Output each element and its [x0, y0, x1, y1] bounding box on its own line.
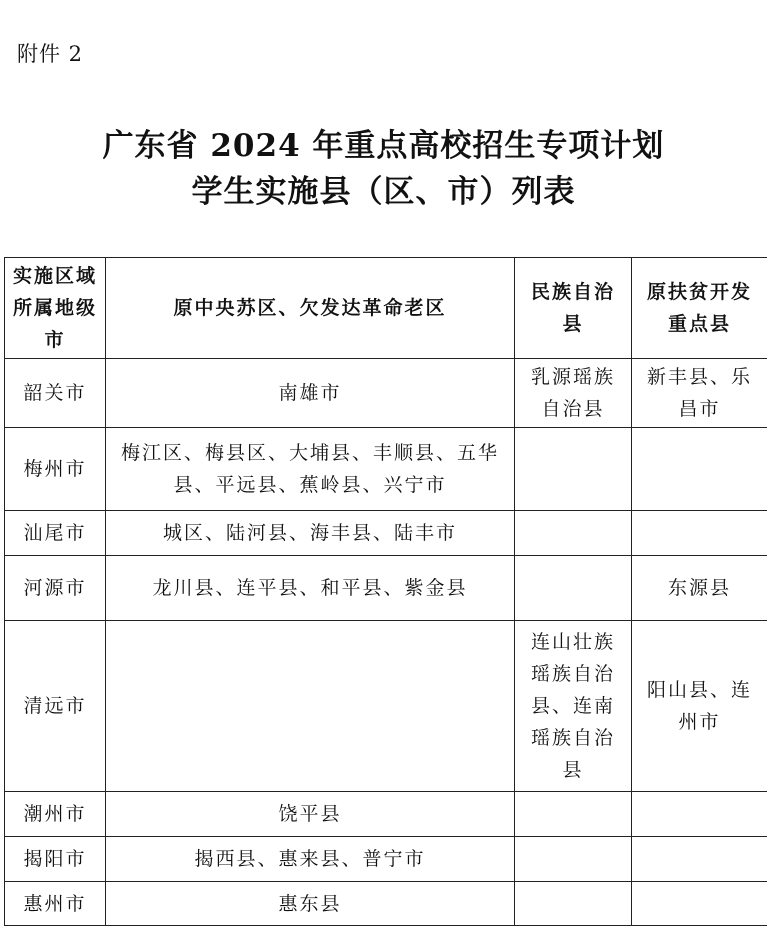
- poverty-cell: [632, 511, 767, 556]
- table-row: [5, 882, 767, 926]
- city-cell: 汕尾市: [5, 511, 106, 556]
- table-header: [5, 258, 767, 359]
- old-revolutionary-cell: 南雄市: [106, 359, 515, 428]
- old-revolutionary-cell: 惠东县: [106, 882, 515, 926]
- poverty-cell: 新丰县、乐昌市: [632, 359, 767, 428]
- poverty-cell: [632, 882, 767, 926]
- ethnic-cell: [515, 882, 632, 926]
- table-row: [5, 621, 767, 792]
- ethnic-cell: 连山壮族瑶族自治县、连南瑶族自治县: [515, 621, 632, 792]
- table-row: [5, 428, 767, 511]
- city-cell: 韶关市: [5, 359, 106, 428]
- poverty-cell: 东源县: [632, 556, 767, 621]
- table-row: [5, 792, 767, 837]
- ethnic-cell: [515, 792, 632, 837]
- poverty-cell: [632, 837, 767, 882]
- ethnic-cell: [515, 428, 632, 511]
- old-revolutionary-cell: [106, 621, 515, 792]
- table-body: [5, 359, 767, 926]
- ethnic-cell: [515, 556, 632, 621]
- county-list-table: [4, 257, 767, 926]
- old-revolutionary-cell: 揭西县、惠来县、普宁市: [106, 837, 515, 882]
- ethnic-cell: [515, 511, 632, 556]
- table-row: [5, 556, 767, 621]
- table-row: [5, 511, 767, 556]
- city-cell: 河源市: [5, 556, 106, 621]
- city-cell: 清远市: [5, 621, 106, 792]
- city-cell: 惠州市: [5, 882, 106, 926]
- header-city: 实施区域所属地级市: [5, 258, 106, 359]
- table-row: [5, 359, 767, 428]
- poverty-cell: 阳山县、连州市: [632, 621, 767, 792]
- ethnic-cell: 乳源瑶族自治县: [515, 359, 632, 428]
- document-title-line-1: 广东省 2024 年重点高校招生专项计划: [102, 128, 665, 164]
- ethnic-cell: [515, 837, 632, 882]
- city-cell: 潮州市: [5, 792, 106, 837]
- city-cell: 梅州市: [5, 428, 106, 511]
- old-revolutionary-cell: 饶平县: [106, 792, 515, 837]
- attachment-label: 附件 2: [17, 42, 84, 66]
- city-cell: 揭阳市: [5, 837, 106, 882]
- header-old-revolutionary: 原中央苏区、欠发达革命老区: [106, 258, 515, 359]
- header-poverty: 原扶贫开发重点县: [632, 258, 767, 359]
- header-row: [5, 258, 767, 359]
- header-ethnic: 民族自治县: [515, 258, 632, 359]
- document-title-line-2: 学生实施县（区、市）列表: [191, 174, 576, 210]
- poverty-cell: [632, 428, 767, 511]
- poverty-cell: [632, 792, 767, 837]
- old-revolutionary-cell: 城区、陆河县、海丰县、陆丰市: [106, 511, 515, 556]
- table-row: [5, 837, 767, 882]
- old-revolutionary-cell: 龙川县、连平县、和平县、紫金县: [106, 556, 515, 621]
- old-revolutionary-cell: 梅江区、梅县区、大埔县、丰顺县、五华县、平远县、蕉岭县、兴宁市: [106, 428, 515, 511]
